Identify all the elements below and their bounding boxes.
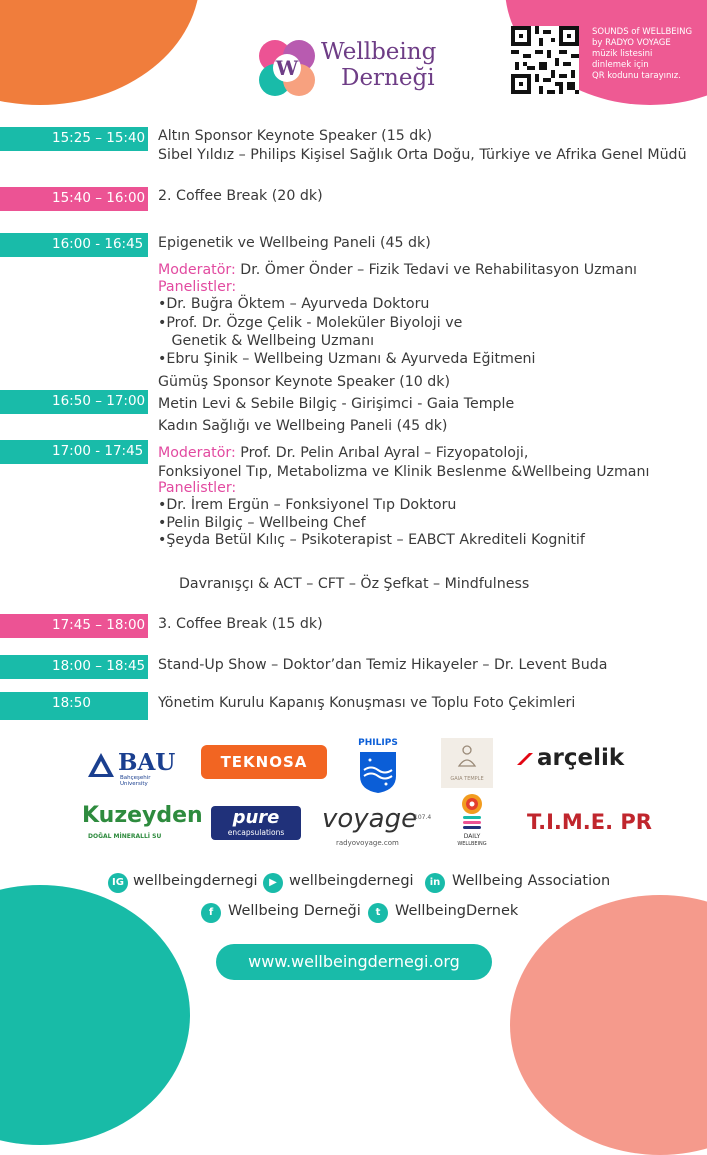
qr-code-icon[interactable] bbox=[511, 26, 579, 94]
sponsor-teknosa-logo: TEKNOSA bbox=[201, 745, 327, 779]
time-bar: 16:00 - 16:45 bbox=[0, 233, 148, 257]
session-title: Yönetim Kurulu Kapanış Konuşması ve Toplu Foto Çekimleri bbox=[158, 695, 576, 711]
sponsor-kuzeyden-logo: Kuzeyden DOĞAL MİNERALLİ SU bbox=[82, 803, 203, 840]
sponsor-radyo-voyage-logo: voyage 107.4 radyovoyage.com bbox=[322, 804, 432, 847]
sponsor-time-pr-logo: T.I.M.E. PR bbox=[527, 810, 652, 834]
sponsor-philips-logo: PHILIPS bbox=[355, 738, 401, 794]
session-title: Stand-Up Show – Doktor’dan Temiz Hikayeler – Dr. Levent Buda bbox=[158, 657, 608, 673]
youtube-handle[interactable]: wellbeingdernegi bbox=[289, 873, 414, 889]
website-link[interactable]: www.wellbeingdernegi.org bbox=[216, 944, 492, 980]
session-title: Kadın Sağlığı ve Wellbeing Paneli (45 dk) bbox=[158, 418, 448, 434]
flower-logo-icon bbox=[255, 36, 319, 100]
session-title: Metin Levi & Sebile Bilgiç - Girişimci - Gaia Temple bbox=[158, 396, 515, 412]
session-title: Gümüş Sponsor Keynote Speaker (10 dk) bbox=[158, 374, 451, 390]
daily-wellbeing-mark-icon bbox=[457, 793, 487, 829]
time-bar: 16:50 – 17:00 bbox=[0, 390, 148, 414]
panel2-moderator-line2: Fonksiyonel Tıp, Metabolizma ve Klinik Beslenme &Wellbeing Uzmanı bbox=[158, 464, 650, 480]
session-title: Altın Sponsor Keynote Speaker (15 dk) bbox=[158, 128, 433, 144]
meditation-figure-icon bbox=[454, 744, 480, 770]
panelist: Genetik & Wellbeing Uzmanı bbox=[158, 333, 375, 349]
panel2-moderator: Moderatör: Prof. Dr. Pelin Arıbal Ayral – Fizyopatoloji, bbox=[158, 445, 529, 461]
philips-shield-icon bbox=[358, 750, 398, 794]
panel1-panelists-label: Panelistler: bbox=[158, 279, 237, 295]
sponsor-daily-wellbeing-logo: DAILY WELLBEING bbox=[451, 793, 493, 853]
panel2-panelists-label: Panelistler: bbox=[158, 480, 237, 496]
time-bar: 15:40 – 16:00 bbox=[0, 187, 148, 211]
svg-text:W: W bbox=[275, 56, 299, 80]
qr-caption: SOUNDS of WELLBEING by RADYO VOYAGE müzik listesini dinlemek için QR kodunu tarayınız. bbox=[592, 27, 693, 81]
time-bar: 18:00 – 18:45 bbox=[0, 655, 148, 679]
time-bar: 15:25 – 15:40 bbox=[0, 127, 148, 151]
arcelik-mark-icon bbox=[517, 751, 535, 767]
session-title: 2. Coffee Break (20 dk) bbox=[158, 188, 323, 204]
panelist: •Prof. Dr. Özge Çelik - Moleküler Biyoloji ve bbox=[158, 315, 463, 331]
linkedin-handle[interactable]: Wellbeing Association bbox=[452, 873, 611, 889]
time-bar: 17:00 - 17:45 bbox=[0, 440, 148, 464]
wellbeing-logo bbox=[255, 36, 455, 100]
panelist: •Pelin Bilgiç – Wellbeing Chef bbox=[158, 515, 366, 531]
time-bar: 17:45 – 18:00 bbox=[0, 614, 148, 638]
twitter-icon[interactable]: t bbox=[368, 903, 388, 923]
bau-triangle-icon bbox=[86, 751, 116, 781]
facebook-icon[interactable]: f bbox=[201, 903, 221, 923]
session-title: Epigenetik ve Wellbeing Paneli (45 dk) bbox=[158, 235, 431, 251]
decor-teal-blob bbox=[0, 885, 190, 1145]
linkedin-icon[interactable]: in bbox=[425, 873, 445, 893]
youtube-icon[interactable]: ▶ bbox=[263, 873, 283, 893]
logo-title: Wellbeing bbox=[321, 39, 437, 65]
sponsor-arcelik-logo: arçelik bbox=[517, 745, 629, 773]
instagram-handle[interactable]: wellbeingdernegi bbox=[133, 873, 258, 889]
session-speaker: Sibel Yıldız – Philips Kişisel Sağlık Orta Doğu, Türkiye ve Afrika Genel Müdü bbox=[158, 147, 687, 163]
panelist-continuation: Davranışçı & ACT – CFT – Öz Şefkat – Mindfulness bbox=[179, 576, 530, 592]
sponsor-gaia-temple-logo: GAIA TEMPLE bbox=[441, 738, 493, 788]
panelist: •Dr. Buğra Öktem – Ayurveda Doktoru bbox=[158, 296, 430, 312]
time-bar: 18:50 bbox=[0, 692, 148, 720]
decor-orange-blob bbox=[0, 0, 200, 105]
panelist: •Dr. İrem Ergün – Fonksiyonel Tıp Doktoru bbox=[158, 497, 457, 513]
decor-peach-blob bbox=[510, 895, 707, 1155]
panelist: •Şeyda Betül Kılıç – Psikoterapist – EABCT Akrediteli Kognitif bbox=[158, 532, 585, 548]
twitter-handle[interactable]: WellbeingDernek bbox=[395, 903, 519, 919]
panel1-moderator: Moderatör: Dr. Ömer Önder – Fizik Tedavi ve Rehabilitasyon Uzmanı bbox=[158, 262, 637, 278]
instagram-icon[interactable]: IG bbox=[108, 873, 128, 893]
sponsor-bau-logo: BAU Bahçeşehir University bbox=[86, 749, 178, 783]
panelist: •Ebru Şinik – Wellbeing Uzmanı & Ayurveda Eğitmeni bbox=[158, 351, 536, 367]
session-title: 3. Coffee Break (15 dk) bbox=[158, 616, 323, 632]
logo-subtitle: Derneği bbox=[341, 65, 435, 91]
sponsor-pure-logo: pure encapsulations bbox=[211, 806, 301, 840]
facebook-handle[interactable]: Wellbeing Derneği bbox=[228, 903, 361, 919]
